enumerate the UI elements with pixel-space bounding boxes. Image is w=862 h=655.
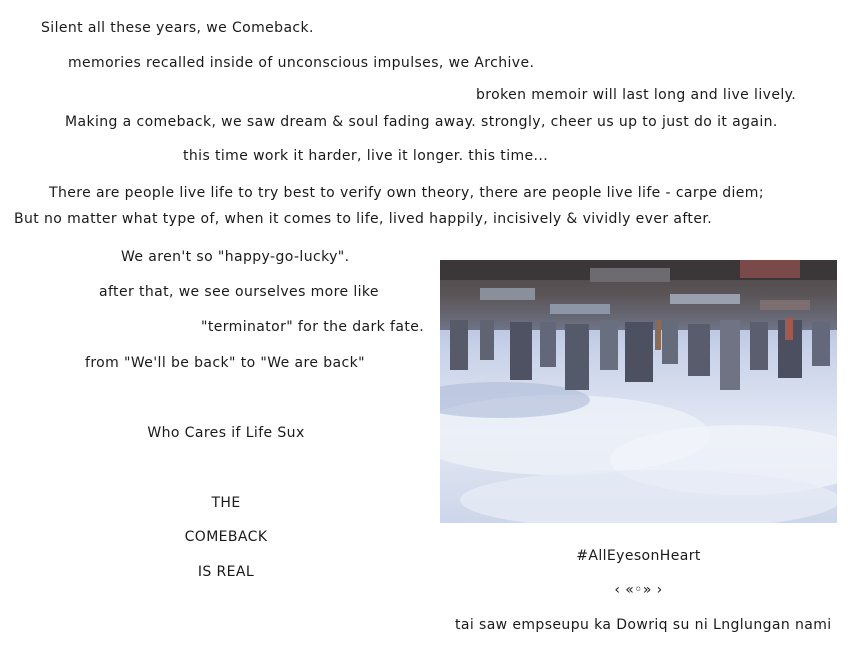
text-line-3: broken memoir will last long and live lively.: [476, 87, 797, 103]
hashtag: #AllEyesonHeart: [576, 548, 701, 564]
text-line-1: Silent all these years, we Comeback.: [41, 20, 314, 36]
text-line-4: Making a comeback, we saw dream & soul fading away. strongly, cheer us up to just do it again.: [65, 114, 778, 130]
left-line-3: "terminator" for the dark fate.: [201, 319, 425, 335]
left-line-4: from "We'll be back" to "We are back": [85, 355, 365, 371]
left-line-1: We aren't so "happy-go-lucky".: [121, 249, 350, 265]
footer-line: tai saw empseupu ka Dowriq su ni Lnglungan nami: [455, 617, 832, 633]
text-line-5: this time work it harder, live it longer. this time...: [183, 148, 549, 164]
text-line-6: There are people live life to try best to verify own theory, there are people live life - carpe diem;: [49, 185, 764, 201]
text-line-7: But no matter what type of, when it comes to life, lived happily, incisively & vividly ever after.: [14, 211, 713, 227]
photo-artwork: [440, 260, 837, 523]
left-line-8: IS REAL: [197, 564, 255, 580]
left-line-7: COMEBACK: [184, 529, 268, 545]
text-line-2: memories recalled inside of unconscious impulses, we Archive.: [68, 55, 535, 71]
left-line-5: Who Cares if Life Sux: [147, 425, 305, 441]
left-line-6: THE: [211, 495, 241, 511]
left-line-2: after that, we see ourselves more like: [99, 284, 379, 300]
ornament: ‹ «◦» ›: [614, 582, 663, 598]
upside-down-city-photo: [440, 260, 837, 523]
